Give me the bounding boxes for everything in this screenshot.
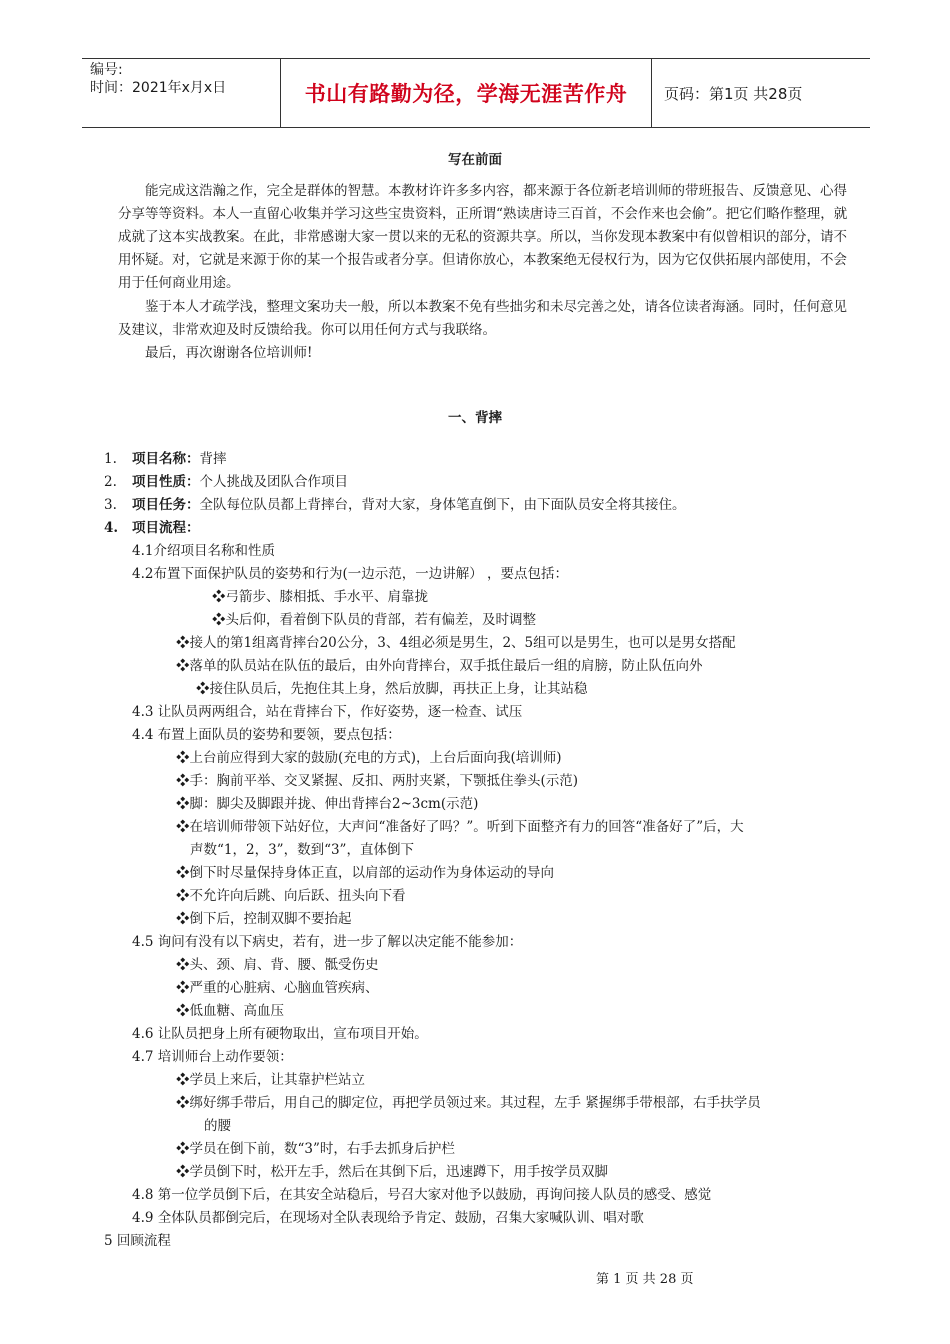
bullet-line: ❖倒下时尽量保持身体正直，以肩部的运动作为身体运动的导向 (176, 865, 554, 881)
list-item: 4. 项目流程： (104, 520, 200, 536)
header-meta (82, 59, 280, 127)
header-motto: 书山有路勤为径，学海无涯苦作舟 (280, 59, 652, 127)
bullet-line: ❖头、颈、肩、背、腰、骶受伤史 (176, 957, 379, 973)
list-item: 1. 项目名称：背摔 (104, 451, 227, 467)
bullet-line: ❖学员上来后，让其靠护栏站立 (176, 1072, 365, 1088)
number-label: 编号: (90, 62, 123, 78)
bullet-line: ❖学员倒下时，松开左手，然后在其倒下后，迅速蹲下，用手按学员双脚 (176, 1164, 608, 1180)
step-line: 5 回顾流程 (104, 1233, 171, 1249)
bullet-line: ❖倒下后，控制双脚不要抬起 (176, 911, 352, 927)
bullet-line: ❖严重的心脏病、心脑血管疾病、 (176, 980, 379, 996)
bullet-line: ❖落单的队员站在队伍的最后，由外向背摔台，双手抵住最后一组的肩膀，防止队伍向外 (176, 658, 703, 674)
bullet-line: ❖脚：脚尖及脚跟并拢、伸出背摔台2~3cm(示范) (176, 796, 479, 812)
section-title: 一、背摔 (448, 410, 502, 426)
page-header (82, 58, 870, 128)
preface-paragraph-2: 鉴于本人才疏学浅，整理文案功夫一般，所以本教案不免有些拙劣和未尽完善之处，请各位读者海涵。同时，任何意见及建议，非常欢迎及时反馈给我。你可以用任何方式与我联络。 (118, 299, 847, 338)
list-item: 3. 项目任务：全队每位队员都上背摔台，背对大家，身体笔直倒下，由下面队员安全将其接住。 (104, 497, 686, 513)
preface-paragraph-1: 能完成这浩瀚之作，完全是群体的智慧。本教材许许多多内容，都来源于各位新老培训师的带班报告、反馈意见、心得分享等等资料。本人一直留心收集并学习这些宝贵资料，正所谓“熟读唐诗三百首，不会作来也会偷”。把它们略作整理，就成就了这本实战教案。在此，非常感谢大家一贯以来的无私的资源共享。所以，当你发现本教案中有似曾相识的部分，请不用怀疑。对，它就是来源于你的某一个报告或者分享。但请你放心，本教案绝无侵权行为，因为它仅供拓展内部使用，不会用于任何商业用途。 (118, 183, 848, 291)
list-item: 2. 项目性质：个人挑战及团队合作项目 (104, 474, 348, 490)
bullet-line: ❖低血糖、高血压 (176, 1003, 284, 1019)
step-line: 4.5 询问有没有以下病史，若有，进一步了解以决定能不能参加： (132, 934, 523, 950)
page-footer: 第 1 页 共 28 页 (596, 1272, 694, 1287)
bullet-line: ❖学员在倒下前，数“3”时，右手去抓身后护栏 (176, 1141, 455, 1157)
bullet-line: ❖在培训师带领下站好位，大声问“准备好了吗？”。听到下面整齐有力的回答“准备好了”后，大 (176, 819, 744, 835)
bullet-line: ❖接人的第1组离背摔台20公分，3、4组必须是男生，2、5组可以是男生，也可以是男女搭配 (176, 635, 736, 651)
step-line: 4.6 让队员把身上所有硬物取出，宣布项目开始。 (132, 1026, 428, 1042)
bullet-line: ❖上台前应得到大家的鼓励(充电的方式)，上台后面向我(培训师) (176, 750, 562, 766)
bullet-line: ❖头后仰，看着倒下队员的背部，若有偏差，及时调整 (212, 612, 536, 628)
bullet-line: ❖弓箭步、膝相抵、手水平、肩靠拢 (212, 589, 428, 605)
bullet-line: ❖手：胸前平举、交叉紧握、反扣、两肘夹紧，下颚抵住拳头(示范) (176, 773, 579, 789)
step-line: 4.1介绍项目名称和性质 (132, 543, 275, 559)
step-line: 4.9 全体队员都倒完后，在现场对全队表现给予肯定、鼓励，召集大家喊队训、唱对歌 (132, 1210, 644, 1226)
bullet-line-continued: 的腰 (204, 1118, 231, 1134)
step-line: 4.4 布置上面队员的姿势和要领，要点包括： (132, 727, 401, 743)
preface-title: 写在前面 (448, 152, 502, 168)
bullet-line-continued: 声数“1，2，3”，数到“3”，直体倒下 (190, 842, 414, 858)
step-line: 4.7 培训师台上动作要领： (132, 1049, 293, 1065)
step-line: 4.8 第一位学员倒下后，在其安全站稳后，号召大家对他予以鼓励，再询问接人队员的感受、感觉 (132, 1187, 712, 1203)
step-line: 4.2布置下面保护队员的姿势和行为(一边示范，一边讲解） ，要点包括： (132, 566, 569, 582)
step-line: 4.3 让队员两两组合，站在背摔台下，作好姿势，逐一检查、试压 (132, 704, 523, 720)
header-page-label: 页码：第1页 共28页 (664, 84, 803, 103)
preface-paragraph-3: 最后，再次谢谢各位培训师! (145, 345, 313, 361)
bullet-line: ❖不允许向后跳、向后跃、扭头向下看 (176, 888, 406, 904)
bullet-line: ❖绑好绑手带后，用自己的脚定位，再把学员领过来。其过程，左手 紧握绑手带根部，右手扶学员 (176, 1095, 761, 1111)
time-label: 时间：2021年x月x日 (90, 80, 227, 96)
bullet-line: ❖接住队员后，先抱住其上身，然后放脚，再扶正上身，让其站稳 (196, 681, 588, 697)
